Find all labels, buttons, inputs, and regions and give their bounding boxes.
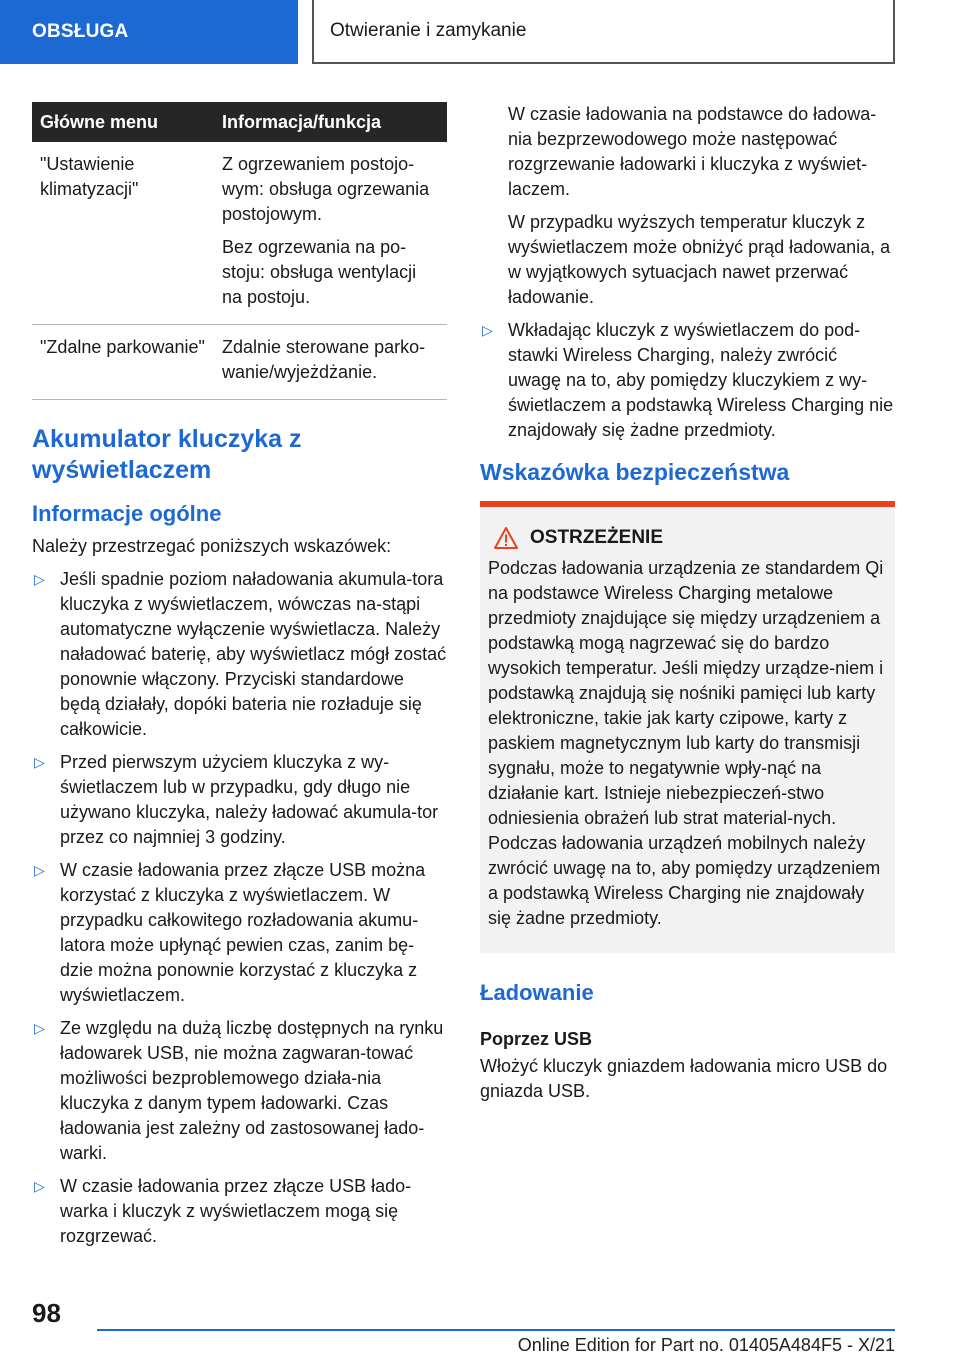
triangle-bullet-icon: ▷ xyxy=(34,862,45,878)
table-header-row xyxy=(32,102,447,142)
triangle-bullet-icon: ▷ xyxy=(34,1178,45,1194)
section-tab: OBSŁUGA xyxy=(0,0,298,64)
bullet-list xyxy=(32,567,447,1249)
safety-heading: Wskazówka bezpieczeństwa xyxy=(480,459,790,485)
table-row xyxy=(32,142,447,325)
list-item-text: Ze względu na dużą liczbę dostępnych na rynku ładowarek USB, nie można zagwaran-tować możliwości bezproblemowego działa-nia kluczyka z danym typem ładowarki. Czas ładowania jest zależny od zastosowanej łado-warki. xyxy=(60,1018,444,1163)
list-item xyxy=(32,1174,447,1249)
right-column xyxy=(480,102,895,1112)
intro-text: Należy przestrzegać poniższych wskazówek: xyxy=(32,536,392,556)
warning-box xyxy=(480,501,895,953)
table-row xyxy=(32,325,447,400)
list-item xyxy=(32,1016,447,1166)
charging-heading: Ładowanie xyxy=(480,980,594,1005)
left-column xyxy=(32,102,447,1257)
warning-triangle-icon xyxy=(494,527,518,549)
table-cell-paragraph: Zdalnie sterowane parko-wanie/wyjeżdżanie. xyxy=(222,337,426,382)
continued-paragraph: W czasie ładowania na podstawce do ładowa-nia bezprzewodowego może następować rozgrzewanie ładowarki i kluczyka z wyświet-laczem. xyxy=(508,104,877,199)
triangle-bullet-icon: ▷ xyxy=(34,571,45,587)
triangle-bullet-icon: ▷ xyxy=(34,754,45,770)
table-cell-paragraph: Bez ogrzewania na po-stoju: obsługa wentylacji na postoju. xyxy=(222,237,417,307)
list-item-text: W czasie ładowania przez złącze USB można korzystać z kluczyka z wyświetlaczem. W przypadku całkowitego rozładowania akumu-latora może upłynąć pewien czas, zanim bę-dzie można ponownie korzystać z kluczyka z wyświetlaczem. xyxy=(60,860,426,1005)
warning-title: OSTRZEŻENIE xyxy=(530,527,664,548)
table-cell-menu: "Zdalne parkowanie" xyxy=(32,325,214,400)
usb-heading: Poprzez USB xyxy=(480,1029,593,1049)
list-item xyxy=(480,318,895,443)
table-header-menu: Główne menu xyxy=(32,102,214,142)
section-heading: Akumulator kluczyka z wyświetlaczem xyxy=(32,425,302,484)
list-item-text: Przed pierwszym użyciem kluczyka z wy-świetlaczem lub w przypadku, gdy długo nie używano kluczyka, należy ładować akumula-tor przez co najmniej 3 godziny. xyxy=(60,752,439,847)
warning-text: Podczas ładowania urządzenia ze standardem Qi na podstawce Wireless Charging metalowe przedmioty znajdujące się między urządzeniem a podstawką mogą nagrzewać się do bardzo wysokich temperatur. Jeśli między urządze-niem i podstawką znajdują się nośniki pamięci lub karty elektroniczne, takie jak karty czipowe, karty z paskiem magnetycznym lub karty do transmisji sygnału, może to negatywnie wpły-nąć na działanie kart. Istnieje niebezpieczeń-stwo odniesienia obrażeń lub strat material-nych. Podczas ładowania urządzeń mobilnych należy zwrócić uwagę na to, aby pomiędzy urządzeniem a podstawką Wireless Charging nie znajdowały się żadne przedmioty. xyxy=(488,558,884,928)
usb-text: Włożyć kluczyk gniazdem ładowania micro USB do gniazda USB. xyxy=(480,1056,888,1101)
footer-edition: Online Edition for Part no. 01405A484F5 - X/21 xyxy=(517,1335,895,1355)
subsection-heading: Informacje ogólne xyxy=(32,501,222,526)
triangle-bullet-icon: ▷ xyxy=(482,322,493,338)
warning-title-row xyxy=(488,525,887,550)
list-item-text: Wkładając kluczyk z wyświetlaczem do pod-stawki Wireless Charging, należy zwrócić uwagę na to, aby pomiędzy kluczykiem z wy-świetlaczem a podstawką Wireless Charging nie znajdowały się żadne przedmioty. xyxy=(508,320,894,440)
list-item-text: Jeśli spadnie poziom naładowania akumula-tora kluczyka z wyświetlaczem, wówczas na-stąpi automatyczne wyłączenie wyświetlacza. Należy naładować baterię, aby wyświetlacz mógł zostać ponownie włączony. Przyciski standardowe będą działały, dopóki bateria nie rozładuje się całkowicie. xyxy=(60,569,447,739)
continued-paragraph: W przypadku wyższych temperatur kluczyk z wyświetlaczem może obniżyć prąd ładowania, a w wyjątkowych sytuacjach nawet przerwać ładowanie. xyxy=(508,212,891,307)
triangle-bullet-icon: ▷ xyxy=(34,1020,45,1036)
bullet-list xyxy=(480,318,895,443)
list-item xyxy=(32,750,447,850)
menu-info-table xyxy=(32,102,447,400)
page-number: 98 xyxy=(32,1298,61,1328)
table-header-info: Informacja/funkcja xyxy=(214,102,447,142)
table-cell-paragraph: Z ogrzewaniem postojo-wym: obsługa ogrzewania postojowym. xyxy=(222,154,430,224)
table-cell-info xyxy=(214,142,447,325)
table-cell-info xyxy=(214,325,447,400)
footer-divider xyxy=(97,1329,895,1331)
list-item xyxy=(32,858,447,1008)
chapter-title: Otwieranie i zamykanie xyxy=(312,0,895,64)
list-item xyxy=(32,567,447,742)
table-cell-menu: "Ustawienie klimatyzacji" xyxy=(32,142,214,325)
list-item-text: W czasie ładowania przez złącze USB łado-warka i kluczyk z wyświetlaczem mogą się rozgrzewać. xyxy=(60,1176,412,1246)
